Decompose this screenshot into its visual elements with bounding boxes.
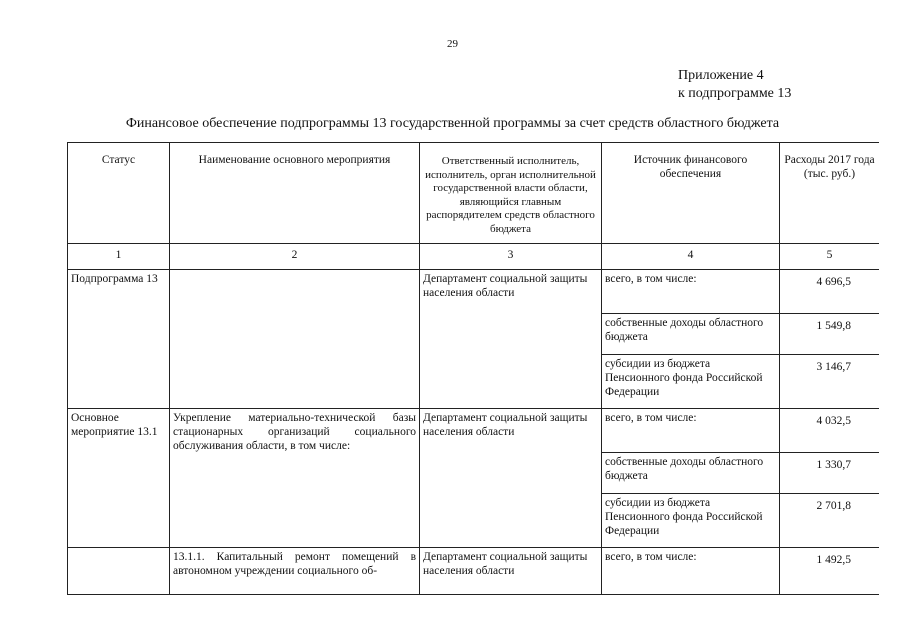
appendix-line-2: к подпрограмме 13 xyxy=(678,86,792,101)
header-funding-source: Источник финансового обеспечения xyxy=(602,143,780,244)
status-cell: Основное мероприятие 13.1 xyxy=(68,409,170,548)
amount-cell: 1 549,8 xyxy=(780,314,880,355)
table-row xyxy=(68,548,880,596)
amount-cell: 4 696,5 xyxy=(780,270,880,314)
amount-cell: 1 492,5 xyxy=(780,548,880,596)
column-number: 5 xyxy=(780,244,880,270)
amount-cell: 4 032,5 xyxy=(780,409,880,453)
activity-name-cell: 13.1.1. Капитальный ремонт помещений в автономном учреждении социального об- xyxy=(170,548,420,596)
column-number: 4 xyxy=(602,244,780,270)
financing-table xyxy=(67,142,879,595)
column-number: 1 xyxy=(68,244,170,270)
appendix-note xyxy=(678,67,791,103)
activity-name-cell xyxy=(170,270,420,409)
amount-cell: 3 146,7 xyxy=(780,355,880,409)
executor-cell: Департамент социальной защиты населения области xyxy=(420,270,602,409)
funding-source-cell: всего, в том числе: xyxy=(602,409,780,453)
table-row xyxy=(68,409,880,453)
funding-source-cell: субсидии из бюджета Пенсионного фонда Российской Федерации xyxy=(602,494,780,548)
funding-source-cell: субсидии из бюджета Пенсионного фонда Российской Федерации xyxy=(602,355,780,409)
document-title: Финансовое обеспечение подпрограммы 13 государственной программы за счет средств областного бюджета xyxy=(125,116,780,131)
header-activity-name: Наименование основного мероприятия xyxy=(170,143,420,244)
executor-cell: Департамент социальной защиты населения области xyxy=(420,548,602,596)
page-number: 29 xyxy=(447,38,458,50)
column-number: 3 xyxy=(420,244,602,270)
appendix-line-1: Приложение 4 xyxy=(678,68,764,83)
table-row xyxy=(68,270,880,314)
status-cell: Подпрограмма 13 xyxy=(68,270,170,409)
financing-table-container xyxy=(67,142,879,595)
column-number: 2 xyxy=(170,244,420,270)
funding-source-cell: всего, в том числе: xyxy=(602,548,780,596)
activity-name-cell: Укрепление материально-технической базы стационарных организаций социального обслуживания области, в том числе: xyxy=(170,409,420,548)
funding-source-cell: собственные доходы областного бюджета xyxy=(602,314,780,355)
executor-cell: Департамент социальной защиты населения области xyxy=(420,409,602,548)
funding-source-cell: собственные доходы областного бюджета xyxy=(602,453,780,494)
header-expenses-2017: Расходы 2017 года (тыс. руб.) xyxy=(780,143,880,244)
header-status: Статус xyxy=(68,143,170,244)
header-row xyxy=(68,143,880,244)
amount-cell: 1 330,7 xyxy=(780,453,880,494)
column-number-row xyxy=(68,244,880,270)
amount-cell: 2 701,8 xyxy=(780,494,880,548)
funding-source-cell: всего, в том числе: xyxy=(602,270,780,314)
header-executor: Ответственный исполнитель, исполнитель, орган исполнительной государственной власти области, являющийся главным распорядителем средств областного бюджета xyxy=(420,143,602,244)
status-cell xyxy=(68,548,170,596)
